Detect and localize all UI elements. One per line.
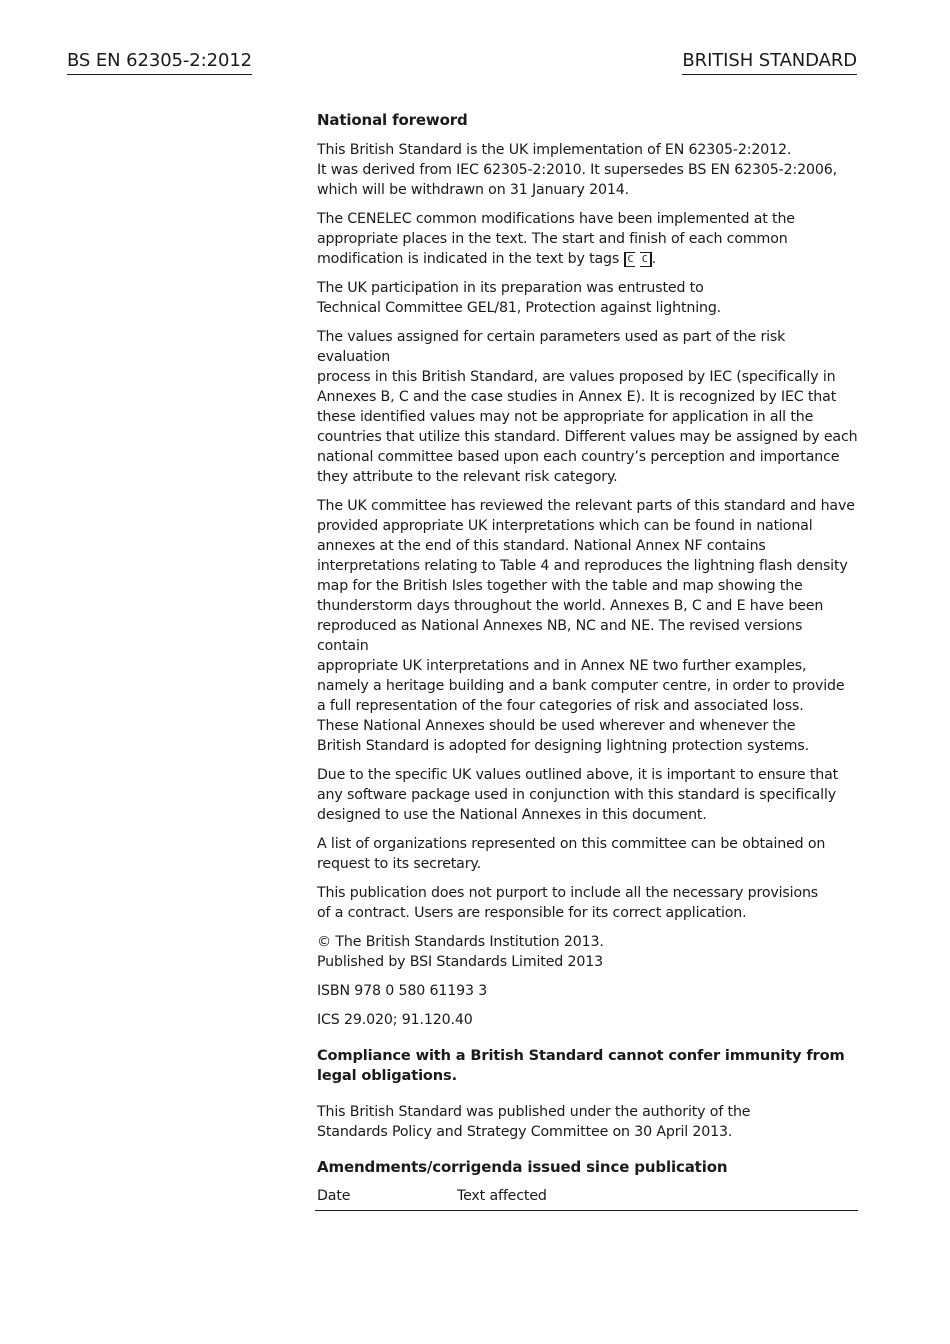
- text-line: annexes at the end of this standard. National Annex NF contains: [317, 538, 766, 554]
- text-line: thunderstorm days throughout the world. Annexes B, C and E have been: [317, 598, 824, 614]
- national-foreword: [317, 110, 858, 1211]
- text-line: provided appropriate UK interpretations which can be found in national: [317, 518, 813, 534]
- text-line: Published by BSI Standards Limited 2013: [317, 954, 604, 970]
- text-line: The CENELEC common modifications have been implemented at the: [317, 211, 795, 227]
- text-line: namely a heritage building and a bank computer centre, in order to provide: [317, 678, 845, 694]
- amendments-title: Amendments/corrigenda issued since publication: [317, 1158, 728, 1176]
- paragraph-uk-review: [317, 496, 858, 756]
- document-id: BS EN 62305-2:2012: [67, 50, 252, 75]
- text-line: which will be withdrawn on 31 January 2014.: [317, 182, 629, 198]
- text-line: A list of organizations represented on this committee can be obtained on: [317, 836, 826, 852]
- text-line-tags: modification is indicated in the text by tags C C .: [317, 251, 657, 267]
- paragraph-implementation: [317, 140, 858, 200]
- paragraph-cenelec: [317, 209, 858, 269]
- text-line: legal obligations.: [317, 1067, 457, 1084]
- text-line: The UK participation in its preparation was entrusted to: [317, 280, 704, 296]
- text-fragment: modification is indicated in the text by tags: [317, 251, 620, 267]
- text-line: Due to the specific UK values outlined above, it is important to ensure that: [317, 767, 839, 783]
- text-line: these identified values may not be appropriate for application in all the: [317, 409, 814, 425]
- text-line: national committee based upon each country’s perception and importance: [317, 449, 840, 465]
- text-line: This publication does not purport to include all the necessary provisions: [317, 885, 819, 901]
- paragraph-software: [317, 765, 858, 825]
- text-line: of a contract. Users are responsible for its correct application.: [317, 905, 747, 921]
- column-header-date: Date: [317, 1188, 351, 1204]
- common-modification-start-tag: C: [624, 252, 636, 267]
- text-line: It was derived from IEC 62305-2:2010. It supersedes BS EN 62305-2:2006,: [317, 162, 837, 178]
- text-line: This British Standard was published under the authority of the: [317, 1104, 751, 1120]
- compliance-statement: [317, 1046, 858, 1086]
- column-header-text-affected: Text affected: [457, 1188, 547, 1204]
- ics-codes: ICS 29.020; 91.120.40: [317, 1012, 473, 1028]
- paragraph-committee: [317, 278, 858, 318]
- paragraph-provisions: [317, 883, 858, 923]
- text-line: they attribute to the relevant risk category.: [317, 469, 618, 485]
- text-line: The UK committee has reviewed the relevant parts of this standard and have: [317, 498, 855, 514]
- amendments-table-header: [315, 1186, 858, 1211]
- text-line: Technical Committee GEL/81, Protection against lightning.: [317, 300, 722, 316]
- paragraph-values: [317, 327, 858, 487]
- text-line: map for the British Isles together with the table and map showing the: [317, 578, 803, 594]
- text-line: countries that utilize this standard. Different values may be assigned by each: [317, 429, 858, 445]
- text-line: Standards Policy and Strategy Committee on 30 April 2013.: [317, 1124, 733, 1140]
- text-line: appropriate places in the text. The start and finish of each common: [317, 231, 788, 247]
- text-line: any software package used in conjunction with this standard is specifically: [317, 787, 837, 803]
- text-line: © The British Standards Institution 2013.: [317, 934, 604, 950]
- section-title: National foreword: [317, 111, 468, 129]
- text-line: reproduced as National Annexes NB, NC and NE. The revised versions contain: [317, 618, 803, 654]
- publication-authority: [317, 1102, 858, 1142]
- text-line: These National Annexes should be used wherever and whenever the: [317, 718, 796, 734]
- text-line: interpretations relating to Table 4 and reproduces the lightning flash density: [317, 558, 848, 574]
- text-line: designed to use the National Annexes in this document.: [317, 807, 707, 823]
- copyright-notice: [317, 932, 858, 972]
- paragraph-organizations: [317, 834, 858, 874]
- common-modification-end-tag: C: [640, 252, 652, 267]
- text-line: Compliance with a British Standard cannot confer immunity from: [317, 1047, 845, 1064]
- text-line: British Standard is adopted for designing lightning protection systems.: [317, 738, 809, 754]
- text-line: This British Standard is the UK implementation of EN 62305-2:2012.: [317, 142, 792, 158]
- text-line: appropriate UK interpretations and in Annex NE two further examples,: [317, 658, 807, 674]
- text-line: Annexes B, C and the case studies in Annex E). It is recognized by IEC that: [317, 389, 837, 405]
- document-type: BRITISH STANDARD: [682, 50, 857, 75]
- text-line: process in this British Standard, are values proposed by IEC (specifically in: [317, 369, 836, 385]
- isbn: ISBN 978 0 580 61193 3: [317, 983, 488, 999]
- text-line: a full representation of the four categories of risk and associated loss.: [317, 698, 804, 714]
- text-line: The values assigned for certain parameters used as part of the risk evaluation: [317, 329, 786, 365]
- text-line: request to its secretary.: [317, 856, 481, 872]
